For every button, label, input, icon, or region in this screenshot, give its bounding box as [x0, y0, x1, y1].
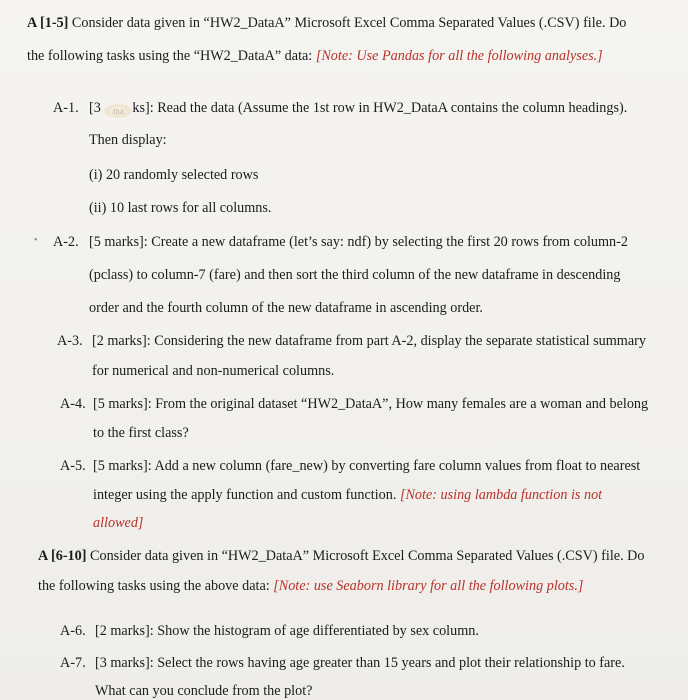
section-a6-10-head: A [6-10]	[38, 548, 87, 564]
section-a1-5-note: [Note: Use Pandas for all the following analyses.]	[315, 48, 603, 64]
a3-line1: [2 marks]: Considering the new dataframe from part A-2, display the separate statistical summary	[92, 333, 646, 349]
a1-item-ii: (ii) 10 last rows for all columns.	[89, 200, 272, 216]
a1-item-i: (i) 20 randomly selected rows	[89, 167, 259, 183]
section-a1-5-line1	[27, 14, 626, 32]
margin-dot: •	[34, 235, 38, 246]
a5-label: A-5.	[60, 458, 86, 474]
a1-then: Then display:	[89, 132, 167, 148]
a7-line2: What can you conclude from the plot?	[95, 683, 313, 699]
a5-line2	[93, 486, 602, 504]
a2-line2: (pclass) to column-7 (fare) and then sort the third column of the new dataframe in descending	[89, 267, 621, 283]
a2-label: A-2.	[53, 234, 79, 250]
a4-line1: [5 marks]: From the original dataset “HW2_DataA”, How many females are a woman and belong	[93, 396, 649, 412]
a1-pre: [3	[89, 100, 105, 116]
section-a1-5-text1: Consider data given in “HW2_DataA” Microsoft Excel Comma Separated Values (.CSV) file. Do	[68, 15, 627, 31]
a4-label: A-4.	[60, 396, 86, 412]
section-a1-5-line2	[27, 47, 603, 65]
a2-line1: [5 marks]: Create a new dataframe (let’s say: ndf) by selecting the first 20 rows from column-2	[89, 234, 628, 250]
a5-line3: allowed]	[93, 515, 144, 531]
section-a6-10-text1: Consider data given in “HW2_DataA” Microsoft Excel Comma Separated Values (.CSV) file. Do	[86, 548, 645, 564]
a1-label: A-1.	[53, 100, 79, 116]
section-a6-10-line2	[38, 577, 583, 595]
a1-line1	[89, 99, 627, 118]
section-a1-5-text2: the following tasks using the “HW2_DataA” data:	[27, 48, 316, 64]
a1-smudge: ma	[104, 104, 132, 118]
a3-label: A-3.	[57, 333, 83, 349]
a7-line1: [3 marks]: Select the rows having age greater than 15 years and plot their relationship to fare.	[95, 655, 625, 671]
section-a6-10-note: [Note: use Seaborn library for all the following plots.]	[273, 578, 584, 594]
section-a6-10-line1	[38, 547, 645, 565]
a7-label: A-7.	[60, 655, 86, 671]
a1-post: ks]: Read the data (Assume the 1st row in HW2_DataA contains the column headings).	[132, 100, 628, 116]
section-a1-5-head: A [1-5]	[27, 15, 69, 31]
a5-line1: [5 marks]: Add a new column (fare_new) by converting fare column values from float to nearest	[93, 458, 641, 474]
a5-note: [Note: using lambda function is not	[399, 487, 603, 503]
a6-line1: [2 marks]: Show the histogram of age differentiated by sex column.	[95, 623, 479, 639]
section-a6-10-text2: the following tasks using the above data:	[38, 578, 274, 594]
a4-line2: to the first class?	[93, 425, 189, 441]
a2-line3: order and the fourth column of the new dataframe in ascending order.	[89, 300, 483, 316]
a6-label: A-6.	[60, 623, 86, 639]
a5-line2-text: integer using the apply function and custom function.	[93, 487, 400, 503]
a3-line2: for numerical and non-numerical columns.	[92, 363, 335, 379]
